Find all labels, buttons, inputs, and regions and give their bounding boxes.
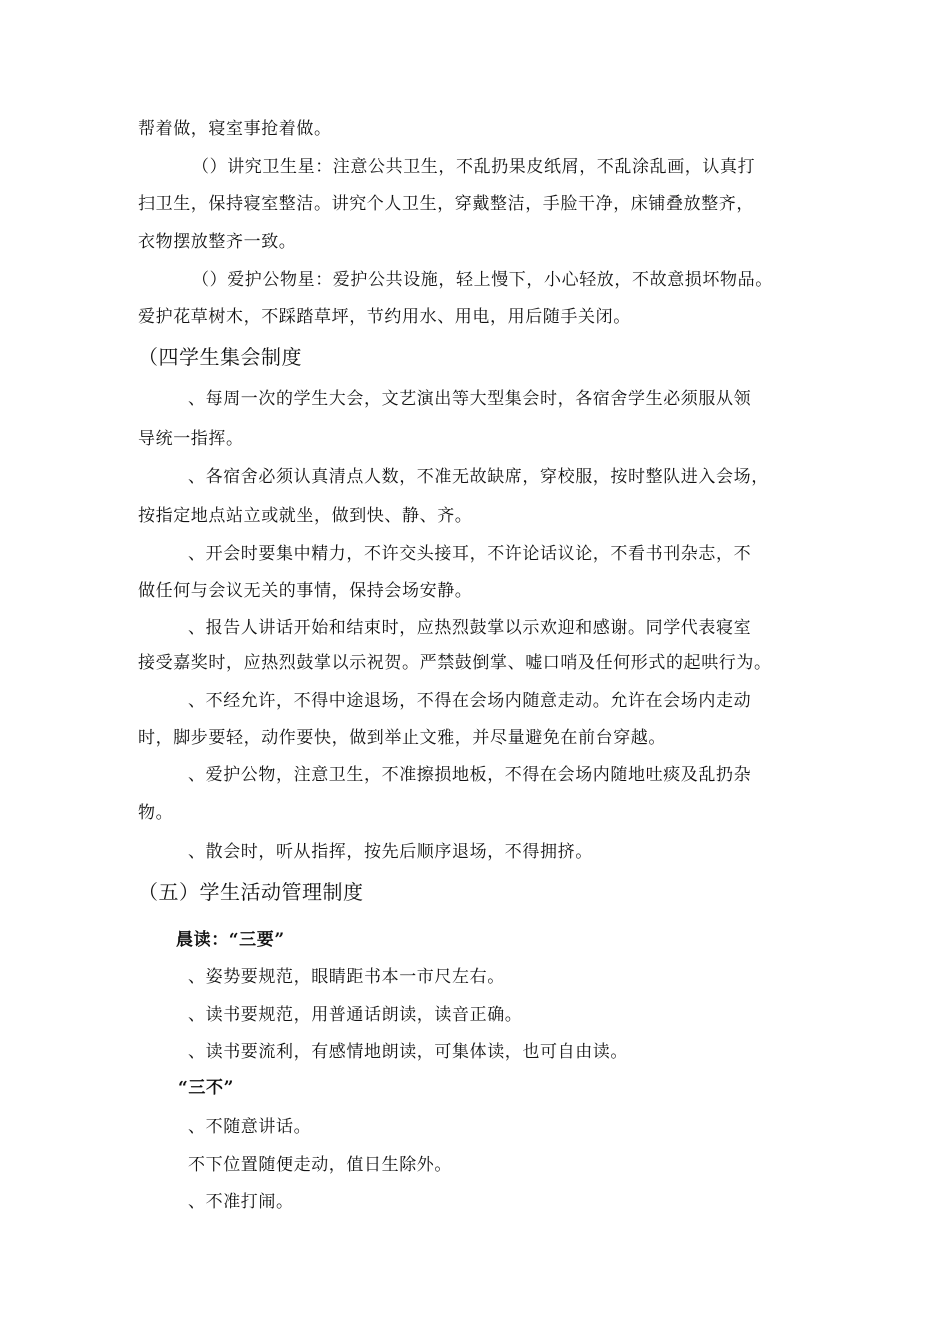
paragraph-line: 、各宿舍必须认真清点人数，不准无故缺席，穿校服，按时整队进入会场，	[188, 467, 769, 487]
list-item: 不下位置随便走动，值日生除外。	[188, 1155, 452, 1175]
paragraph-line: 、报告人讲话开始和结束时，应热烈鼓掌以示欢迎和感谢。同学代表寝室	[188, 618, 752, 638]
subheading: “三不”	[178, 1078, 234, 1098]
section-heading: （五）学生活动管理制度	[138, 880, 364, 904]
paragraph-line: 帮着做，寝室事抢着做。	[138, 119, 332, 139]
list-item: 、不随意讲话。	[188, 1117, 312, 1137]
paragraph-line: 、散会时，听从指挥，按先后顺序退场，不得拥挤。	[188, 842, 593, 862]
list-item: 、读书要规范，用普通话朗读，读音正确。	[188, 1005, 523, 1025]
paragraph-line: 爱护花草树木，不踩踏草坪，节约用水、用电，用后随手关闭。	[138, 307, 631, 327]
paragraph-line: 、每周一次的学生大会，文艺演出等大型集会时，各宿舍学生必须服从领	[188, 389, 752, 409]
paragraph-line: 接受嘉奖时，应热烈鼓掌以示祝贺。严禁鼓倒掌、嘘口哨及任何形式的起哄行为。	[138, 653, 772, 673]
list-item: 、读书要流利，有感情地朗读，可集体读，也可自由读。	[188, 1042, 628, 1062]
section-heading: （四学生集会制度	[138, 345, 302, 369]
list-item: 、姿势要规范，眼睛距书本一市尺左右。	[188, 967, 505, 987]
paragraph-line: 按指定地点站立或就坐，做到快、静、齐。	[138, 506, 473, 526]
paragraph-line: 做任何与会议无关的事情，保持会场安静。	[138, 581, 473, 601]
list-item: 、不准打闹。	[188, 1192, 294, 1212]
paragraph-line: 物。	[138, 803, 174, 823]
paragraph-line: 衣物摆放整齐一致。	[138, 232, 297, 252]
paragraph-line: 时，脚步要轻，动作要快，做到举止文雅，并尽量避免在前台穿越。	[138, 728, 666, 748]
paragraph-line: 、不经允许，不得中途退场，不得在会场内随意走动。允许在会场内走动	[188, 691, 752, 711]
paragraph-line: （）讲究卫生星：注意公共卫生，不乱扔果皮纸屑，不乱涂乱画，认真打	[192, 157, 756, 177]
subheading: 晨读：“三要”	[176, 930, 285, 950]
paragraph-line: 、爱护公物，注意卫生，不准擦损地板，不得在会场内随地吐痰及乱扔杂	[188, 765, 752, 785]
paragraph-line: （）爱护公物星：爱护公共设施，轻上慢下，小心轻放，不故意损坏物品。	[192, 270, 773, 290]
paragraph-line: 、开会时要集中精力，不许交头接耳，不许论话议论，不看书刊杂志，不	[188, 544, 752, 564]
paragraph-line: 扫卫生，保持寝室整洁。讲究个人卫生，穿戴整洁，手脸干净，床铺叠放整齐，	[138, 194, 754, 214]
paragraph-line: 导统一指挥。	[138, 429, 244, 449]
